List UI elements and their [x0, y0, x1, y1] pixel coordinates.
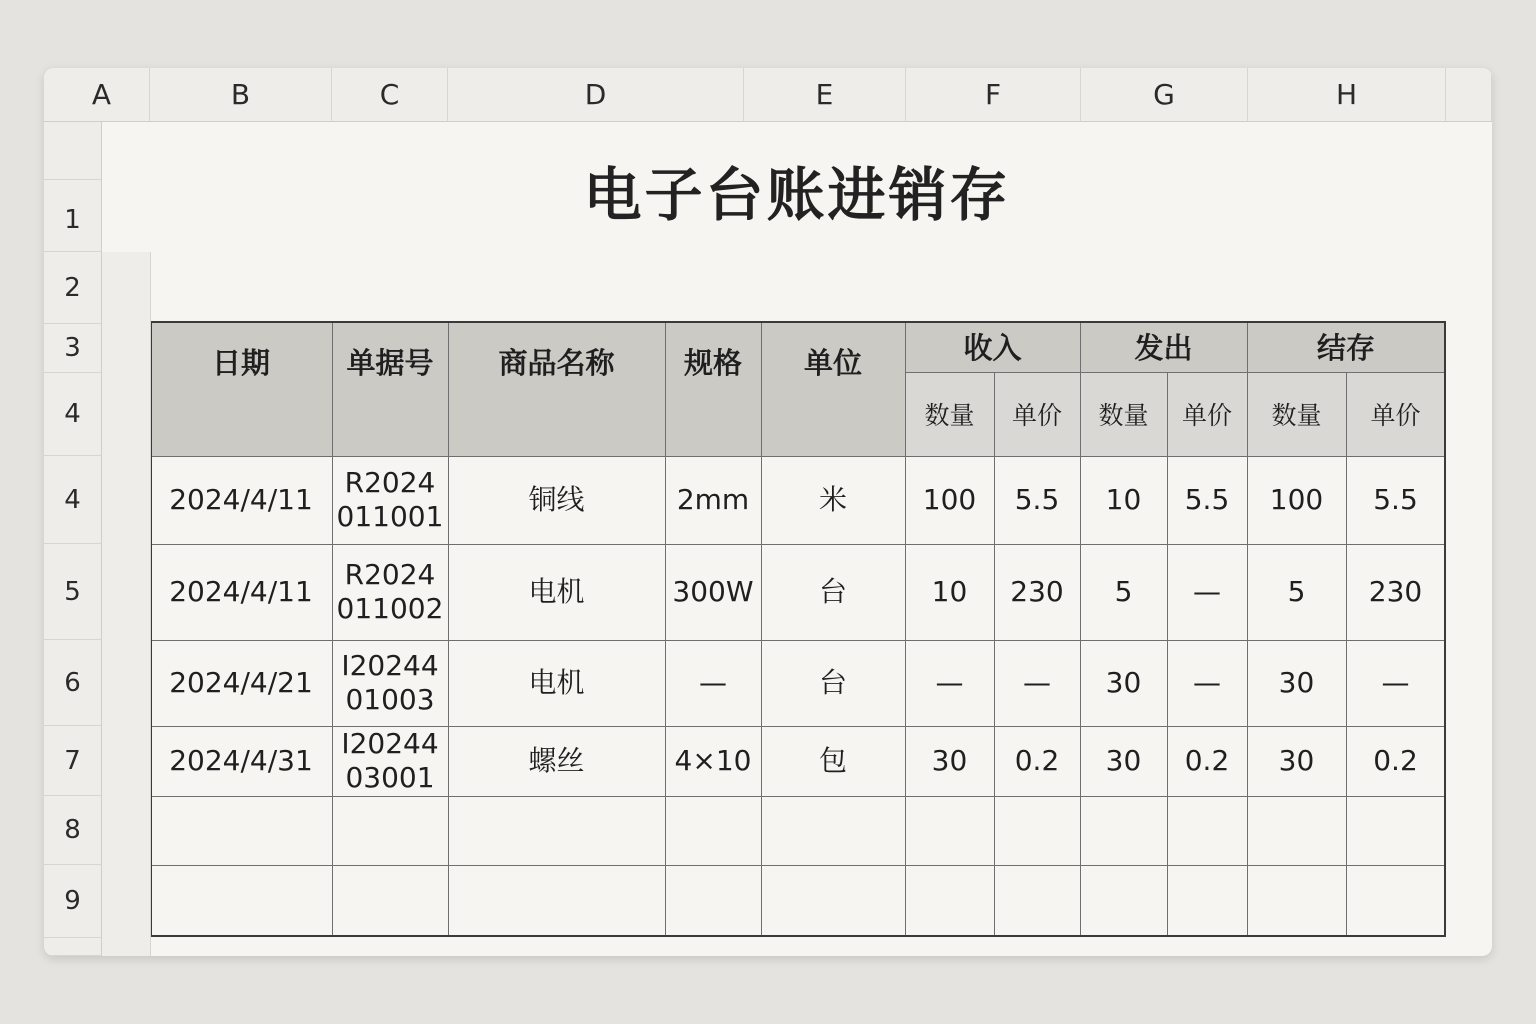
cell-date[interactable]: 2024/4/21 [169, 666, 313, 699]
grid-hline [150, 726, 1446, 727]
cell-line: 011001 [336, 500, 444, 533]
cell-out-qty[interactable]: 10 [1105, 483, 1142, 516]
cell-out-price[interactable]: 0.2 [1184, 744, 1230, 777]
cell-empty[interactable] [665, 796, 761, 865]
column-header[interactable]: B [150, 68, 332, 122]
subheader-qty[interactable]: 数量 [905, 372, 994, 456]
grid-hline [150, 456, 1446, 457]
row-header[interactable]: 9 [44, 865, 102, 938]
cell-spec[interactable]: — [699, 666, 727, 699]
cell-out-qty[interactable]: 30 [1105, 666, 1142, 699]
column-header[interactable]: F [906, 68, 1081, 122]
row-header[interactable]: 1 [44, 180, 102, 252]
cell-empty[interactable] [761, 865, 905, 936]
column-header[interactable]: C [332, 68, 448, 122]
subheader-qty[interactable]: 数量 [1080, 372, 1167, 456]
cell-unit[interactable]: 米 [818, 483, 847, 516]
grid-vline [665, 321, 666, 936]
grid-hline [150, 544, 1446, 545]
cell-empty[interactable] [1167, 865, 1247, 936]
row-header[interactable]: 7 [44, 726, 102, 796]
cell-stock-qty[interactable]: 30 [1278, 744, 1315, 777]
cell-voucher[interactable] [332, 456, 448, 544]
cell-empty[interactable] [332, 796, 448, 865]
header-stock[interactable]: 结存 [1247, 321, 1445, 372]
cell-empty[interactable] [905, 796, 994, 865]
row-header[interactable]: 2 [44, 252, 102, 324]
cell-stock-qty[interactable]: 5 [1287, 575, 1306, 608]
cell-product[interactable]: 铜线 [528, 483, 585, 516]
row-header[interactable]: 5 [44, 544, 102, 640]
cell-in-qty[interactable]: — [935, 666, 964, 699]
cell-empty[interactable] [665, 726, 761, 796]
cell-empty[interactable] [1167, 726, 1247, 796]
column-header[interactable]: A [44, 68, 150, 122]
cell-line: R2024 [344, 558, 436, 591]
header-out[interactable]: 发出 [1080, 321, 1247, 372]
grid-hline [150, 796, 1446, 797]
cell-empty[interactable] [905, 726, 994, 796]
cell-empty[interactable] [1247, 865, 1346, 936]
cell-in-qty[interactable]: 100 [922, 483, 977, 516]
cell-empty[interactable] [1247, 796, 1346, 865]
grid-vline [761, 321, 762, 936]
cell-date[interactable]: 2024/4/11 [169, 575, 313, 608]
cell-in-price[interactable]: — [1023, 666, 1051, 699]
cell-out-qty[interactable]: 5 [1114, 575, 1133, 608]
column-header[interactable]: H [1248, 68, 1446, 122]
grid-vline [1080, 321, 1081, 936]
cell-product[interactable]: 螺丝 [528, 744, 585, 777]
cell-unit[interactable]: 台 [818, 575, 847, 608]
row-header[interactable]: 4 [44, 373, 102, 456]
header-voucher[interactable]: 单据号 [332, 321, 448, 456]
subheader-price[interactable]: 单价 [1346, 372, 1445, 456]
cell-stock-price[interactable]: 230 [1368, 575, 1423, 608]
row-header-empty[interactable] [44, 938, 102, 956]
grid-vline [1247, 321, 1248, 936]
cell-empty[interactable] [1167, 796, 1247, 865]
cell-empty[interactable] [1346, 796, 1445, 865]
cell-empty[interactable] [448, 865, 665, 936]
row-header[interactable]: 6 [44, 640, 102, 726]
cell-in-qty[interactable]: 30 [931, 744, 968, 777]
column-header[interactable]: G [1081, 68, 1248, 122]
header-unit[interactable]: 单位 [761, 321, 905, 456]
cell-date[interactable]: 2024/4/11 [169, 483, 313, 516]
cell-stock-price[interactable]: — [1381, 666, 1410, 699]
table-border [150, 321, 1446, 323]
column-a-strip [102, 252, 151, 956]
cell-product[interactable]: 电机 [528, 666, 585, 699]
cell-line: R2024 [344, 466, 436, 499]
cell-out-price[interactable]: — [1193, 666, 1221, 699]
cell-empty[interactable] [332, 726, 448, 796]
grid-hline [905, 372, 1445, 373]
row-header-empty[interactable] [44, 122, 102, 180]
cell-stock-price[interactable]: 0.2 [1373, 744, 1418, 777]
spreadsheet [44, 68, 1492, 956]
cell-empty[interactable] [761, 726, 905, 796]
cell-voucher[interactable] [332, 640, 448, 726]
cell-empty[interactable] [994, 796, 1080, 865]
header-product[interactable]: 商品名称 [448, 321, 665, 456]
cell-stock-qty[interactable]: 30 [1278, 666, 1315, 699]
row-header[interactable]: 3 [44, 324, 102, 373]
grid-vline [332, 321, 333, 936]
cell-line: 011002 [336, 592, 444, 625]
cell-spec[interactable]: 4×10 [674, 744, 752, 777]
subheader-qty[interactable]: 数量 [1247, 372, 1346, 456]
cell-empty[interactable] [332, 865, 448, 936]
cell-empty[interactable] [1080, 865, 1167, 936]
grid-vline [905, 321, 906, 936]
sheet-title[interactable]: 电子台账进销存 [583, 161, 1011, 229]
grid-hline [150, 640, 1446, 641]
header-date[interactable]: 日期 [150, 321, 332, 456]
cell-empty[interactable] [761, 796, 905, 865]
cell-empty[interactable] [905, 865, 994, 936]
cell-out-qty[interactable]: 30 [1105, 744, 1142, 777]
cell-out-price[interactable]: 5.5 [1184, 483, 1230, 516]
cell-line: 01003 [345, 683, 435, 716]
column-header-empty[interactable] [1446, 68, 1492, 122]
cell-empty[interactable] [1080, 796, 1167, 865]
header-spec[interactable]: 规格 [665, 321, 761, 456]
column-header[interactable]: D [448, 68, 744, 122]
cell-in-price[interactable]: 5.5 [1014, 483, 1060, 516]
header-in[interactable]: 收入 [905, 321, 1080, 372]
cell-empty[interactable] [1247, 726, 1346, 796]
cell-line: I20244 [341, 649, 439, 682]
cell-empty[interactable] [994, 726, 1080, 796]
row-header[interactable]: 8 [44, 796, 102, 865]
cell-empty[interactable] [448, 726, 665, 796]
cell-stock-qty[interactable]: 100 [1269, 483, 1324, 516]
cell-line: I20244 [341, 727, 439, 760]
cell-in-price[interactable]: 0.2 [1014, 744, 1060, 777]
cell-spec[interactable]: 2mm [676, 483, 750, 516]
cell-empty[interactable] [150, 865, 332, 936]
cell-unit[interactable]: 包 [818, 744, 847, 777]
cell-empty[interactable] [448, 796, 665, 865]
column-header[interactable]: E [744, 68, 906, 122]
subheader-price[interactable]: 单价 [1167, 372, 1247, 456]
cell-out-price[interactable]: — [1193, 575, 1221, 608]
subheader-price[interactable]: 单价 [994, 372, 1080, 456]
cell-date[interactable]: 2024/4/31 [169, 744, 313, 777]
cell-voucher[interactable] [332, 544, 448, 640]
cell-stock-price[interactable]: 5.5 [1373, 483, 1418, 516]
grid-hline [150, 865, 1446, 866]
cell-line: 03001 [345, 761, 435, 794]
cell-empty[interactable] [1346, 865, 1445, 936]
cell-product[interactable]: 电机 [528, 575, 585, 608]
grid-vline [448, 321, 449, 936]
cell-spec[interactable]: 300W [672, 575, 754, 608]
cell-empty[interactable] [1346, 726, 1445, 796]
cell-unit[interactable]: 台 [818, 666, 847, 699]
table-border [150, 935, 1446, 937]
cell-empty[interactable] [150, 726, 332, 796]
cell-empty[interactable] [665, 865, 761, 936]
cell-empty[interactable] [150, 796, 332, 865]
cell-in-qty[interactable]: 10 [931, 575, 968, 608]
row-header[interactable]: 4 [44, 456, 102, 544]
cell-empty[interactable] [994, 865, 1080, 936]
table-border [1444, 321, 1446, 936]
cell-empty[interactable] [1080, 726, 1167, 796]
cell-in-price[interactable]: 230 [1010, 575, 1064, 608]
